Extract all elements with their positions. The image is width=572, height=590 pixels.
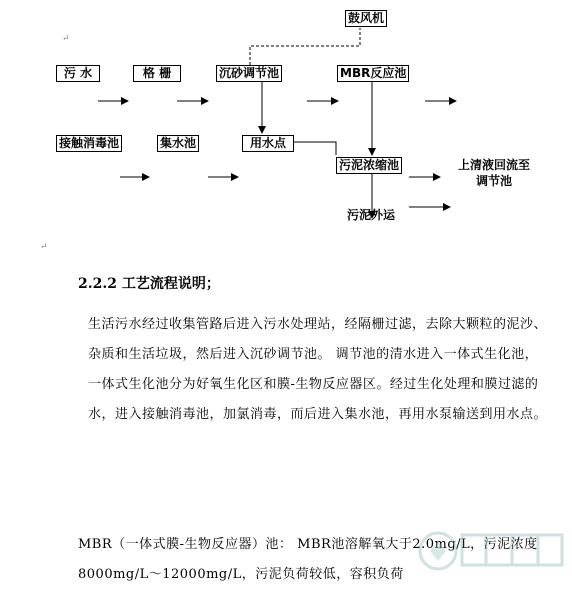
- node-mbr-tank: MBR反应池: [337, 65, 409, 82]
- paragraph-mbr-description: MBR（一体式膜-生物反应器）池： MBR池溶解氧大于2.0mg/L，污泥浓度 8000mg/L～12000mg/L，污泥负荷较低，容积负荷: [78, 537, 538, 582]
- return-arrow-icon: ↵: [40, 242, 48, 252]
- return-arrow-icon: ↵: [62, 34, 70, 44]
- flow-diagram-lines: [0, 0, 572, 260]
- node-sludge-out: 污泥外运: [347, 208, 396, 222]
- air-line: [250, 28, 360, 65]
- node-blower: 鼓风机: [345, 10, 387, 27]
- node-use-point: 用水点: [242, 135, 294, 152]
- site-watermark-logo: [416, 521, 566, 579]
- node-thicken: 污泥浓缩池: [336, 157, 402, 174]
- node-supernatant: 上清液回流至调节池: [457, 158, 530, 188]
- line-use-thicken: [290, 142, 336, 155]
- section-heading: 2.2.2 工艺流程说明；: [78, 276, 220, 292]
- node-sewage: 污 水: [56, 65, 100, 82]
- node-grille: 格 栅: [133, 65, 181, 82]
- node-disinfect: 接触消毒池: [56, 135, 122, 152]
- paragraph-process-description: 生活污水经过收集管路后进入污水处理站，经隔栅过滤，去除大颗粒的泥沙、杂质和生活垃圾，然后进入沉砂调节池。 调节池的清水进入一体式生化池，一体式生化池分为好氧生化区和膜-生物反应器区。经过生化处理和膜过滤的水，进入接触消毒池，加氯消毒，而后进入集水池，再用水泵输送到用水点。: [88, 317, 548, 422]
- node-collect: 集水池: [157, 135, 199, 152]
- node-grit-tank: 沉砂调节池: [216, 65, 282, 82]
